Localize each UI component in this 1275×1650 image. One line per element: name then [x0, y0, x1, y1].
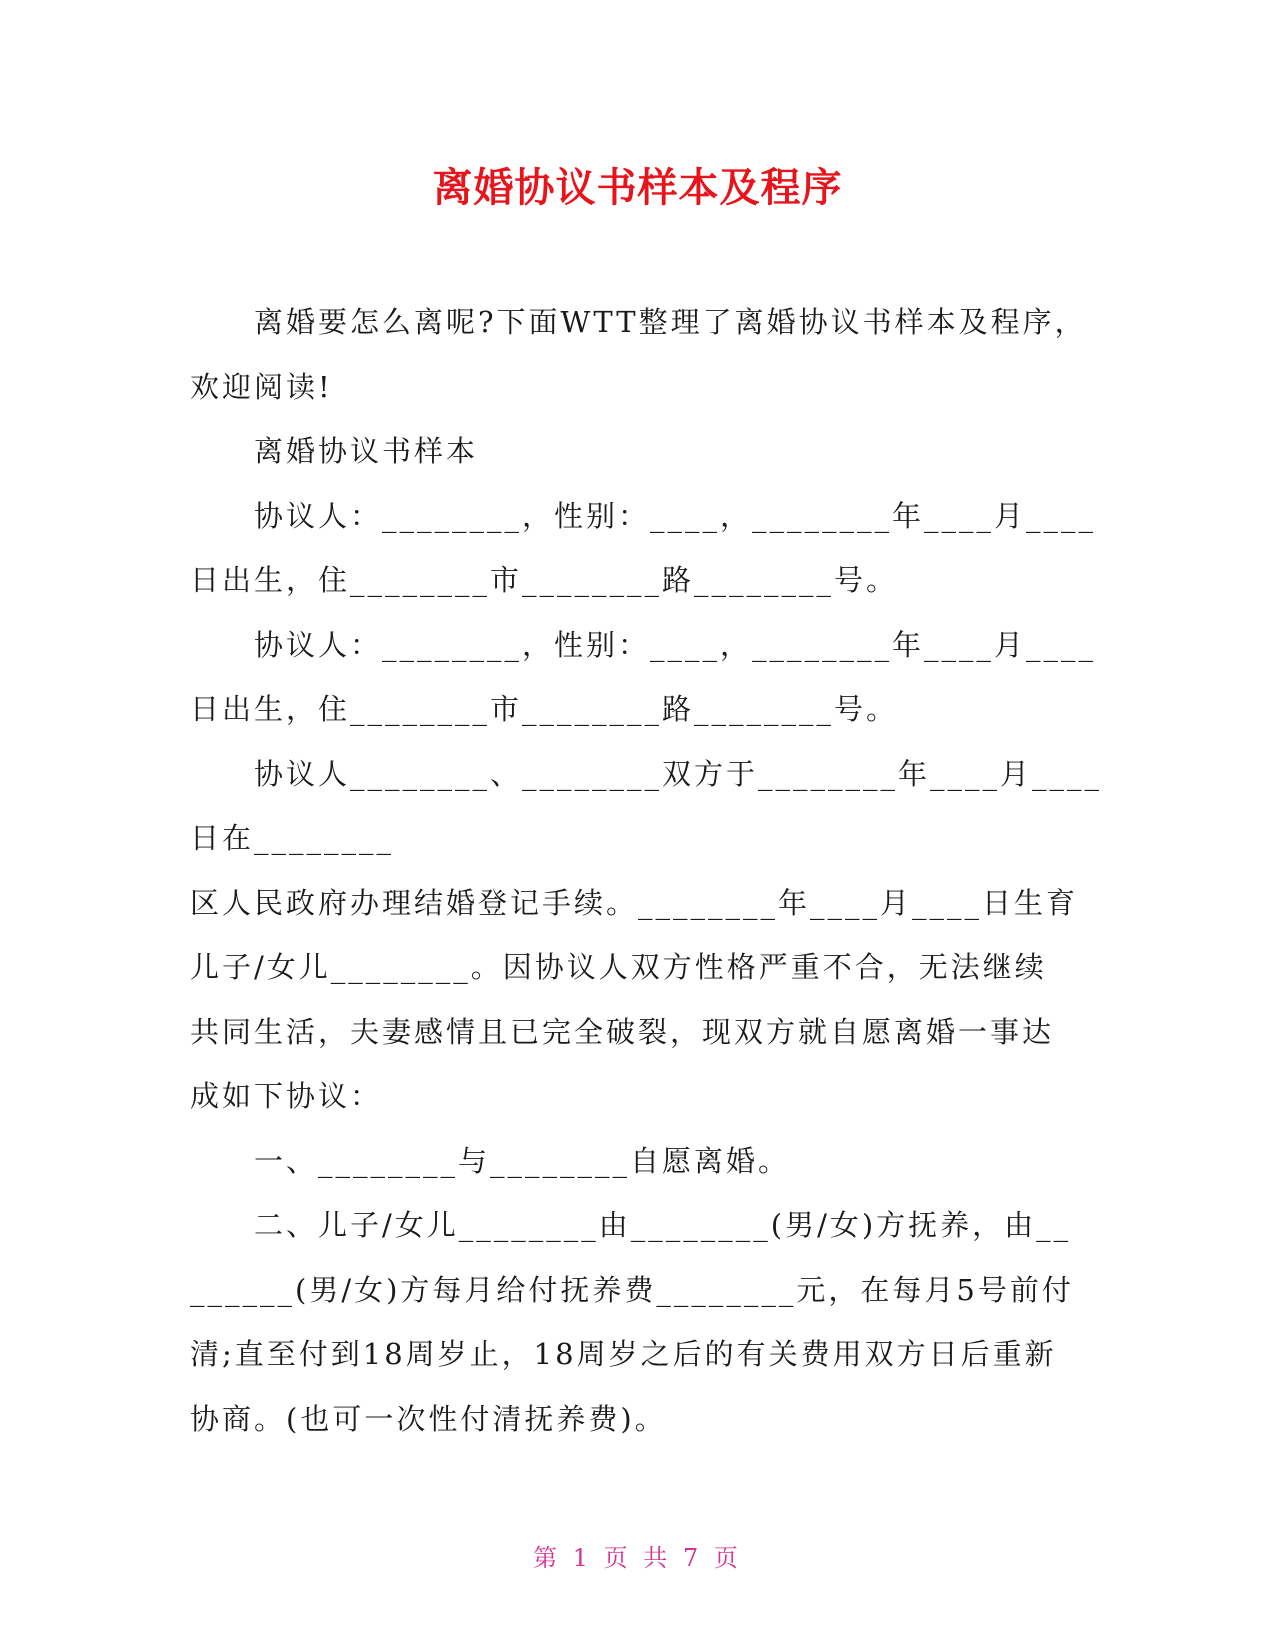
paragraph-line: 协议人：________，性别：____，________年____月____ — [254, 498, 1097, 533]
paragraph-line: 协议人：________，性别：____，________年____月____ — [254, 627, 1097, 662]
section-heading: 离婚协议书样本 — [254, 434, 479, 468]
clause-line: 一、________与________自愿离婚。 — [254, 1143, 791, 1178]
paragraph-line: 欢迎阅读! — [190, 369, 333, 404]
paragraph-line: 清;直至付到18周岁止，18周岁之后的有关费用双方日后重新 — [190, 1337, 1057, 1371]
paragraph-line: 协商。(也可一次性付清抚养费)。 — [190, 1401, 667, 1436]
paragraph-line: 区人民政府办理结婚登记手续。________年____月____日生育 — [190, 885, 1079, 920]
paragraph-line: 协议人________、________双方于________年____月____ — [254, 756, 1103, 791]
paragraph-line: 成如下协议： — [190, 1079, 383, 1113]
paragraph-line: ______(男/女)方每月给付抚养费________元，在每月5号前付 — [190, 1272, 1074, 1307]
paragraph-line: 日出生，住________市________路________号。 — [190, 563, 899, 597]
paragraph-line: 儿子/女儿________。因协议人双方性格严重不合，无法继续 — [190, 950, 1047, 984]
paragraph-line: 日出生，住________市________路________号。 — [190, 692, 899, 726]
document-title: 离婚协议书样本及程序 — [432, 165, 843, 211]
clause-line: 二、儿子/女儿________由________(男/女)方抚养，由__ — [254, 1208, 1072, 1242]
paragraph-line: 离婚要怎么离呢?下面WTT整理了离婚协议书样本及程序， — [254, 305, 1087, 339]
paragraph-line: 共同生活，夫妻感情且已完全破裂，现双方就自愿离婚一事达 — [190, 1014, 1055, 1049]
page-number: 第 1 页 共 7 页 — [533, 1544, 742, 1572]
document-body — [190, 290, 1103, 1451]
paragraph-line: 日在________ — [190, 821, 395, 855]
